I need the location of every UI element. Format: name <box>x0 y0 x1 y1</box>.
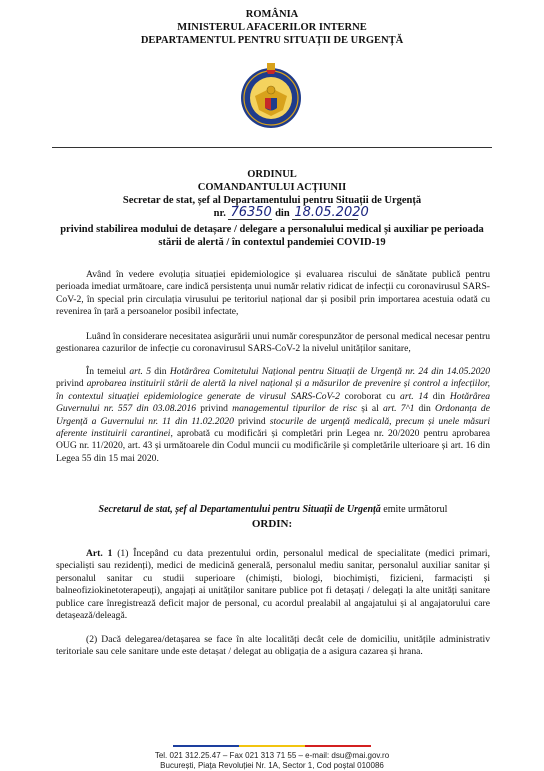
header <box>0 8 544 47</box>
paragraph-legal-basis <box>56 366 490 465</box>
header-country: ROMÂNIA <box>245 9 299 20</box>
order-title-block <box>0 168 544 249</box>
legal-reference: aprobarea instituirii stării de alertă la nivel național și a măsurilor de prevenire și control a infecțiilor, în contextul situației epidemiologice generate de virusul SARS-CoV-2 <box>56 378 490 402</box>
legal-text: din <box>428 390 450 402</box>
order-number-field <box>228 207 272 220</box>
legal-reference: Hotărârea Comitetului Național pentru Situații de Urgență nr. 24 din 14.05.2020 <box>169 366 490 377</box>
header-ministry: MINISTERUL AFACERILOR INTERNE <box>177 22 367 33</box>
legal-text: privind <box>56 378 87 390</box>
emits-line <box>56 504 490 516</box>
legal-text: din <box>151 366 170 377</box>
order-number-line <box>0 207 544 220</box>
header-divider <box>52 147 492 148</box>
footer-address: București, Piața Revoluției Nr. 1A, Sector 1, Cod poștal 010086 <box>160 761 384 770</box>
article-1-label: Art. 1 <box>86 548 113 559</box>
legal-reference: stocurile de urgență medicală, precum și unele măsuri aferente instituirii carantinei <box>56 415 491 440</box>
footer-bar-red <box>305 745 371 747</box>
order-subject-line2: stării de alertă / în contextul pandemiei COVID-19 <box>158 237 386 248</box>
article-1-paragraph-1 <box>56 548 490 622</box>
emits-rest: emite următorul <box>380 504 448 515</box>
legal-reference: art. 7^1 <box>382 403 415 415</box>
legal-reference: art. 14 <box>400 390 429 402</box>
legal-text: și al <box>357 403 383 415</box>
order-title: ORDINUL <box>247 169 297 180</box>
legal-text: , aprobată cu modificări și completări prin Legea nr. 20/2020 pentru aprobarea OUG nr. 11/2020, art. 43 și următoarele din Codul muncii cu modificările și completările ulterioare și art. 16 din Legea 55 din 15 mai 2020. <box>56 428 490 464</box>
legal-text: coroborat cu <box>339 390 401 402</box>
order-number: 76350 <box>230 205 272 220</box>
paragraph-context <box>56 269 490 319</box>
header-department: DEPARTAMENTUL PENTRU SITUAȚII DE URGENȚĂ <box>140 35 404 46</box>
legal-reference: Ordonanța de Urgență a Guvernului nr. 11 din 11.02.2020 <box>56 403 490 427</box>
legal-text: privind <box>233 415 270 427</box>
article-1-text: (1) Începând cu data prezentului ordin, personalul medical de specialitate (medici primari, specialiști sau rezidenți), medici de medicină generală, personalul mediu sanitar, personalul auxiliar sanitar și personalul sanitar cu studii superioare (chimiști, biologi, biochimiști, fizicieni, farmaciști și balneofiziokinetoterapeuți), angajați ai unităților sanitare publice pot fi detașați / delegați la alte unități sanitare publice care înregistrează deficit major de personal, cu acordul prealabil al angajatului și al angajatorului care detașează/deleagă. <box>56 548 490 622</box>
order-date: 18.05.2020 <box>294 205 369 220</box>
legal-text: În temeiul <box>86 366 130 377</box>
order-subject-line1: privind stabilirea modului de detașare / delegare a personalului medical și auxiliar pe perioada <box>60 224 484 235</box>
department-coat-of-arms-icon <box>239 60 303 132</box>
footer <box>0 751 544 771</box>
paragraph-considering <box>56 331 490 356</box>
footer-contact: Tel. 021 312.25.47 – Fax 021 313 71 55 – e-mail: dsu@mai.gov.ro <box>154 751 390 760</box>
order-din-label: din <box>275 208 290 219</box>
article-1-paragraph-2 <box>56 634 490 659</box>
paragraph-context-text: Având în vedere evoluția situației epidemiologice și evaluarea riscului de sănătate publică pentru perioada imediat următoare, care indică persistența unui număr relativ ridicat de infecții cu coronavirusul SARS-CoV-2, în special prin circulația virusului pe teritoriul național dar și posibil prin importarea acestuia odată cu revenirea în țară a persoanelor posibil infectate, <box>56 269 490 318</box>
footer-bar-yellow <box>239 745 305 747</box>
emits-issuer: Secretarul de stat, șef al Departamentului pentru Situații de Urgență <box>98 504 381 515</box>
article-1-paragraph-2-text: (2) Dacă delegarea/detașarea se face în alte localități decât cele de domiciliu, unitățile administrativ teritoriale sau cele sanitare unde este detașat / delegat au obligația de a asigura cazarea și hrana. <box>56 634 490 658</box>
order-issuer-role: Secretar de stat, șef al Departamentului pentru Situații de Urgență <box>122 195 422 206</box>
legal-text: din <box>414 403 435 415</box>
order-nr-label: nr. <box>213 208 226 219</box>
order-issuer: COMANDANTULUI ACȚIUNII <box>197 182 347 193</box>
legal-text: privind <box>196 403 233 415</box>
legal-reference: managementul tipurilor de risc <box>232 403 358 415</box>
paragraph-considering-text: Luând în considerare necesitatea asigurării unui număr corespunzător de personal medical necesar pentru gestionarea cazurilor de infecție cu coronavirusul SARS-CoV-2 la nivelul unităților sanitare, <box>56 331 490 355</box>
ordin-heading: ORDIN: <box>251 518 293 530</box>
legal-reference: art. 5 <box>129 366 151 377</box>
legal-reference: Hotărârea Guvernului nr. 557 din 03.08.2016 <box>56 390 490 415</box>
footer-bar-blue <box>173 745 239 747</box>
order-date-field <box>292 205 369 220</box>
